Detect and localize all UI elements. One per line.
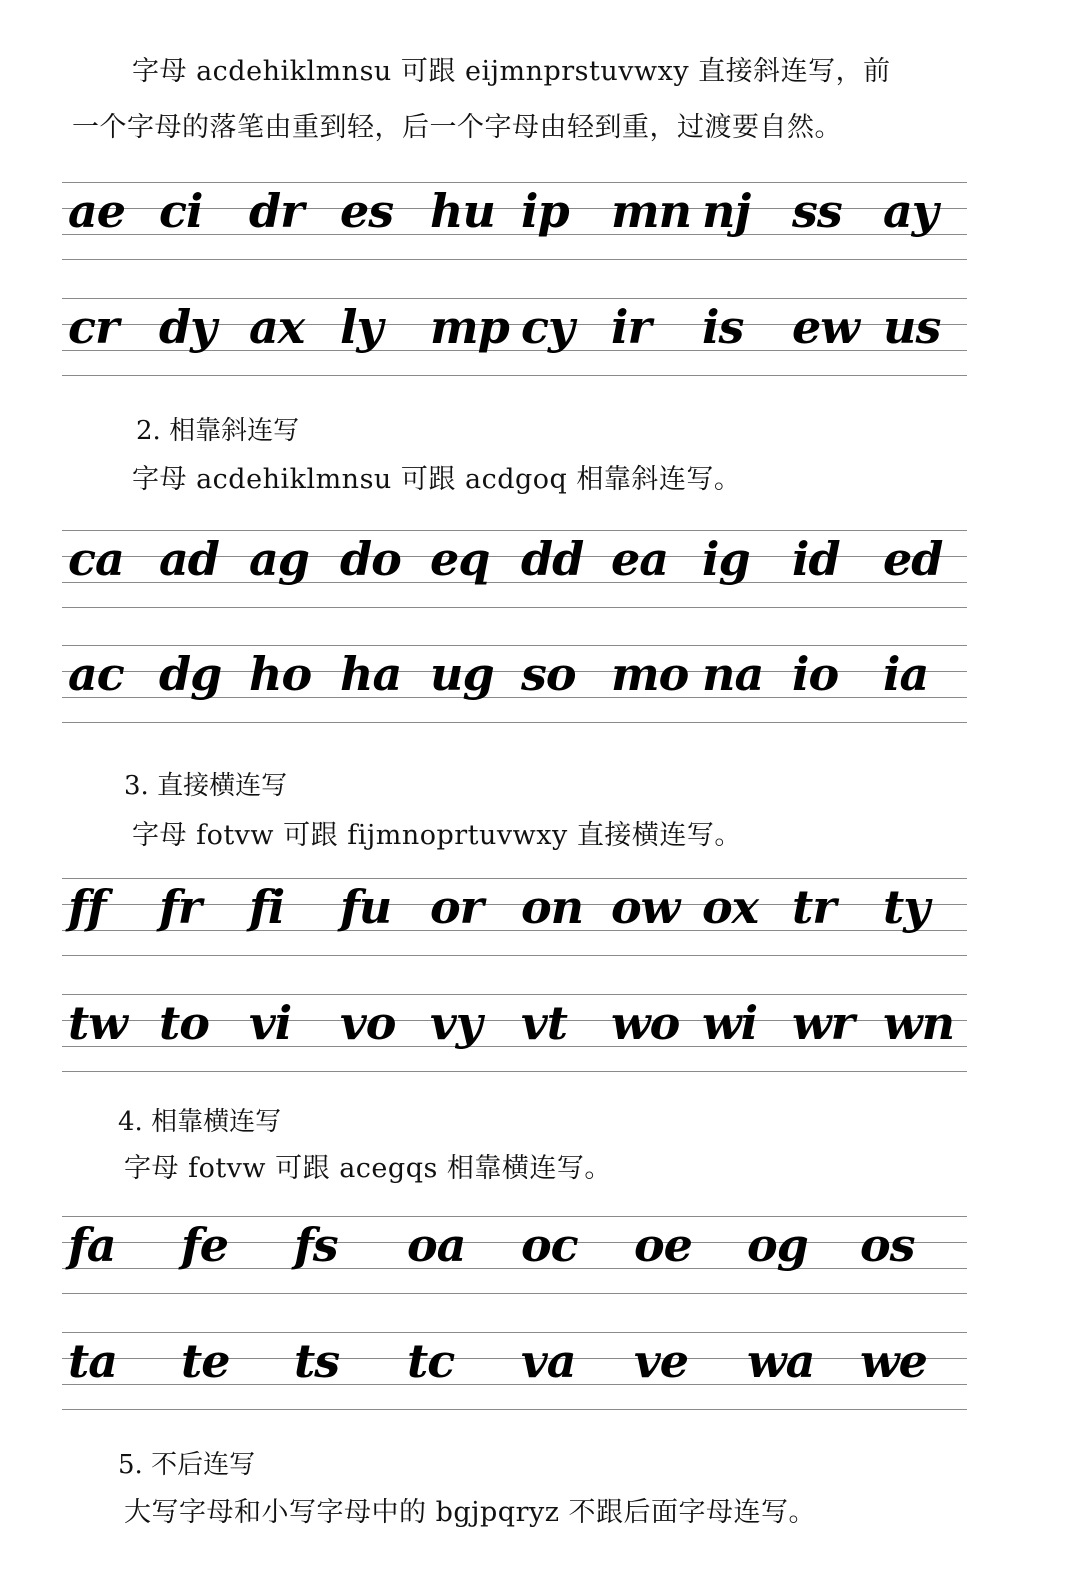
practice-word: dg — [159, 647, 222, 701]
intro-line-2: 一个字母的落笔由重到轻，后一个字母由轻到重，过渡要自然。 — [72, 112, 842, 143]
practice-row-5 — [62, 878, 967, 956]
practice-word: cr — [68, 300, 119, 354]
section-5-description: 大写字母和小写字母中的 bgjpqryz 不跟后面字母连写。 — [124, 1497, 817, 1528]
practice-word: vi — [249, 996, 292, 1050]
practice-word: na — [702, 647, 764, 701]
practice-word: ae — [68, 184, 126, 238]
practice-word: to — [159, 996, 209, 1050]
practice-word: og — [747, 1218, 808, 1272]
practice-word: wn — [883, 996, 955, 1050]
practice-word: oc — [521, 1218, 578, 1272]
practice-word: fi — [249, 880, 285, 934]
practice-word: dy — [159, 300, 216, 354]
practice-word: ca — [68, 532, 124, 586]
practice-word: wo — [611, 996, 680, 1050]
practice-words — [62, 878, 967, 956]
practice-word: ts — [294, 1334, 340, 1388]
practice-word: cy — [521, 300, 574, 354]
practice-word: os — [860, 1218, 915, 1272]
practice-word: mo — [611, 647, 689, 701]
practice-row-8 — [62, 1332, 967, 1410]
practice-word: oe — [634, 1218, 692, 1272]
practice-word: ug — [430, 647, 494, 701]
intro-line-1: 字母 acdehiklmnsu 可跟 eijmnprstuvwxy 直接斜连写，前 — [132, 56, 891, 87]
practice-word: fr — [159, 880, 202, 934]
practice-word: ve — [634, 1334, 688, 1388]
practice-word: ss — [792, 184, 842, 238]
practice-word: vy — [430, 996, 482, 1050]
practice-word: te — [181, 1334, 230, 1388]
section-5-heading: 5. 不后连写 — [118, 1450, 256, 1480]
practice-word: ox — [702, 880, 759, 934]
practice-word: is — [702, 300, 744, 354]
practice-row-1 — [62, 182, 967, 260]
section-3-description: 字母 fotvw 可跟 fijmnoprtuvwxy 直接横连写。 — [132, 820, 742, 851]
practice-word: ff — [68, 880, 106, 934]
practice-word: do — [340, 532, 401, 586]
practice-words — [62, 182, 967, 260]
practice-word: so — [521, 647, 576, 701]
practice-words — [62, 298, 967, 376]
practice-word: mp — [430, 300, 509, 354]
practice-word: io — [792, 647, 839, 701]
practice-word: ci — [159, 184, 203, 238]
practice-word: nj — [702, 184, 751, 238]
practice-word: mn — [611, 184, 692, 238]
practice-word: tw — [68, 996, 127, 1050]
practice-row-3 — [62, 530, 967, 608]
practice-word: vt — [521, 996, 567, 1050]
practice-word: wr — [792, 996, 854, 1050]
practice-words — [62, 1216, 967, 1294]
section-4-description: 字母 fotvw 可跟 acegqs 相靠横连写。 — [124, 1153, 612, 1184]
practice-word: ac — [68, 647, 124, 701]
practice-words — [62, 1332, 967, 1410]
practice-words — [62, 530, 967, 608]
practice-word: ta — [68, 1334, 118, 1388]
practice-word: ha — [340, 647, 402, 701]
practice-word: tc — [407, 1334, 455, 1388]
practice-word: wa — [747, 1334, 815, 1388]
practice-word: ay — [883, 184, 938, 238]
practice-word: dr — [249, 184, 304, 238]
section-4-heading: 4. 相靠横连写 — [118, 1107, 282, 1137]
practice-word: id — [792, 532, 840, 586]
practice-word: ty — [883, 880, 929, 934]
practice-word: ax — [249, 300, 305, 354]
practice-words — [62, 994, 967, 1072]
practice-word: ea — [611, 532, 669, 586]
practice-word: fa — [68, 1218, 116, 1272]
practice-word: va — [521, 1334, 576, 1388]
practice-word: or — [430, 880, 483, 934]
practice-word: ag — [249, 532, 309, 586]
practice-word: fs — [294, 1218, 338, 1272]
practice-word: ig — [702, 532, 750, 586]
practice-word: es — [340, 184, 394, 238]
section-2-heading: 2. 相靠斜连写 — [136, 416, 300, 446]
practice-word: us — [883, 300, 941, 354]
practice-word: vo — [340, 996, 396, 1050]
practice-word: ip — [521, 184, 569, 238]
practice-word: tr — [792, 880, 836, 934]
practice-word: ly — [340, 300, 383, 354]
practice-row-2 — [62, 298, 967, 376]
practice-word: we — [860, 1334, 927, 1388]
practice-word: ew — [792, 300, 859, 354]
practice-word: ow — [611, 880, 680, 934]
practice-word: ed — [883, 532, 943, 586]
practice-row-7 — [62, 1216, 967, 1294]
practice-word: fe — [181, 1218, 229, 1272]
practice-word: ho — [249, 647, 312, 701]
practice-word: fu — [340, 880, 392, 934]
practice-row-6 — [62, 994, 967, 1072]
practice-words — [62, 645, 967, 723]
practice-word: ad — [159, 532, 219, 586]
practice-word: wi — [702, 996, 758, 1050]
practice-word: ia — [883, 647, 929, 701]
practice-word: dd — [521, 532, 584, 586]
practice-word: on — [521, 880, 584, 934]
practice-word: eq — [430, 532, 490, 586]
practice-word: hu — [430, 184, 495, 238]
practice-word: oa — [407, 1218, 466, 1272]
practice-word: ir — [611, 300, 651, 354]
practice-row-4 — [62, 645, 967, 723]
section-2-description: 字母 acdehiklmnsu 可跟 acdgoq 相靠斜连写。 — [132, 464, 742, 495]
section-3-heading: 3. 直接横连写 — [124, 771, 288, 801]
